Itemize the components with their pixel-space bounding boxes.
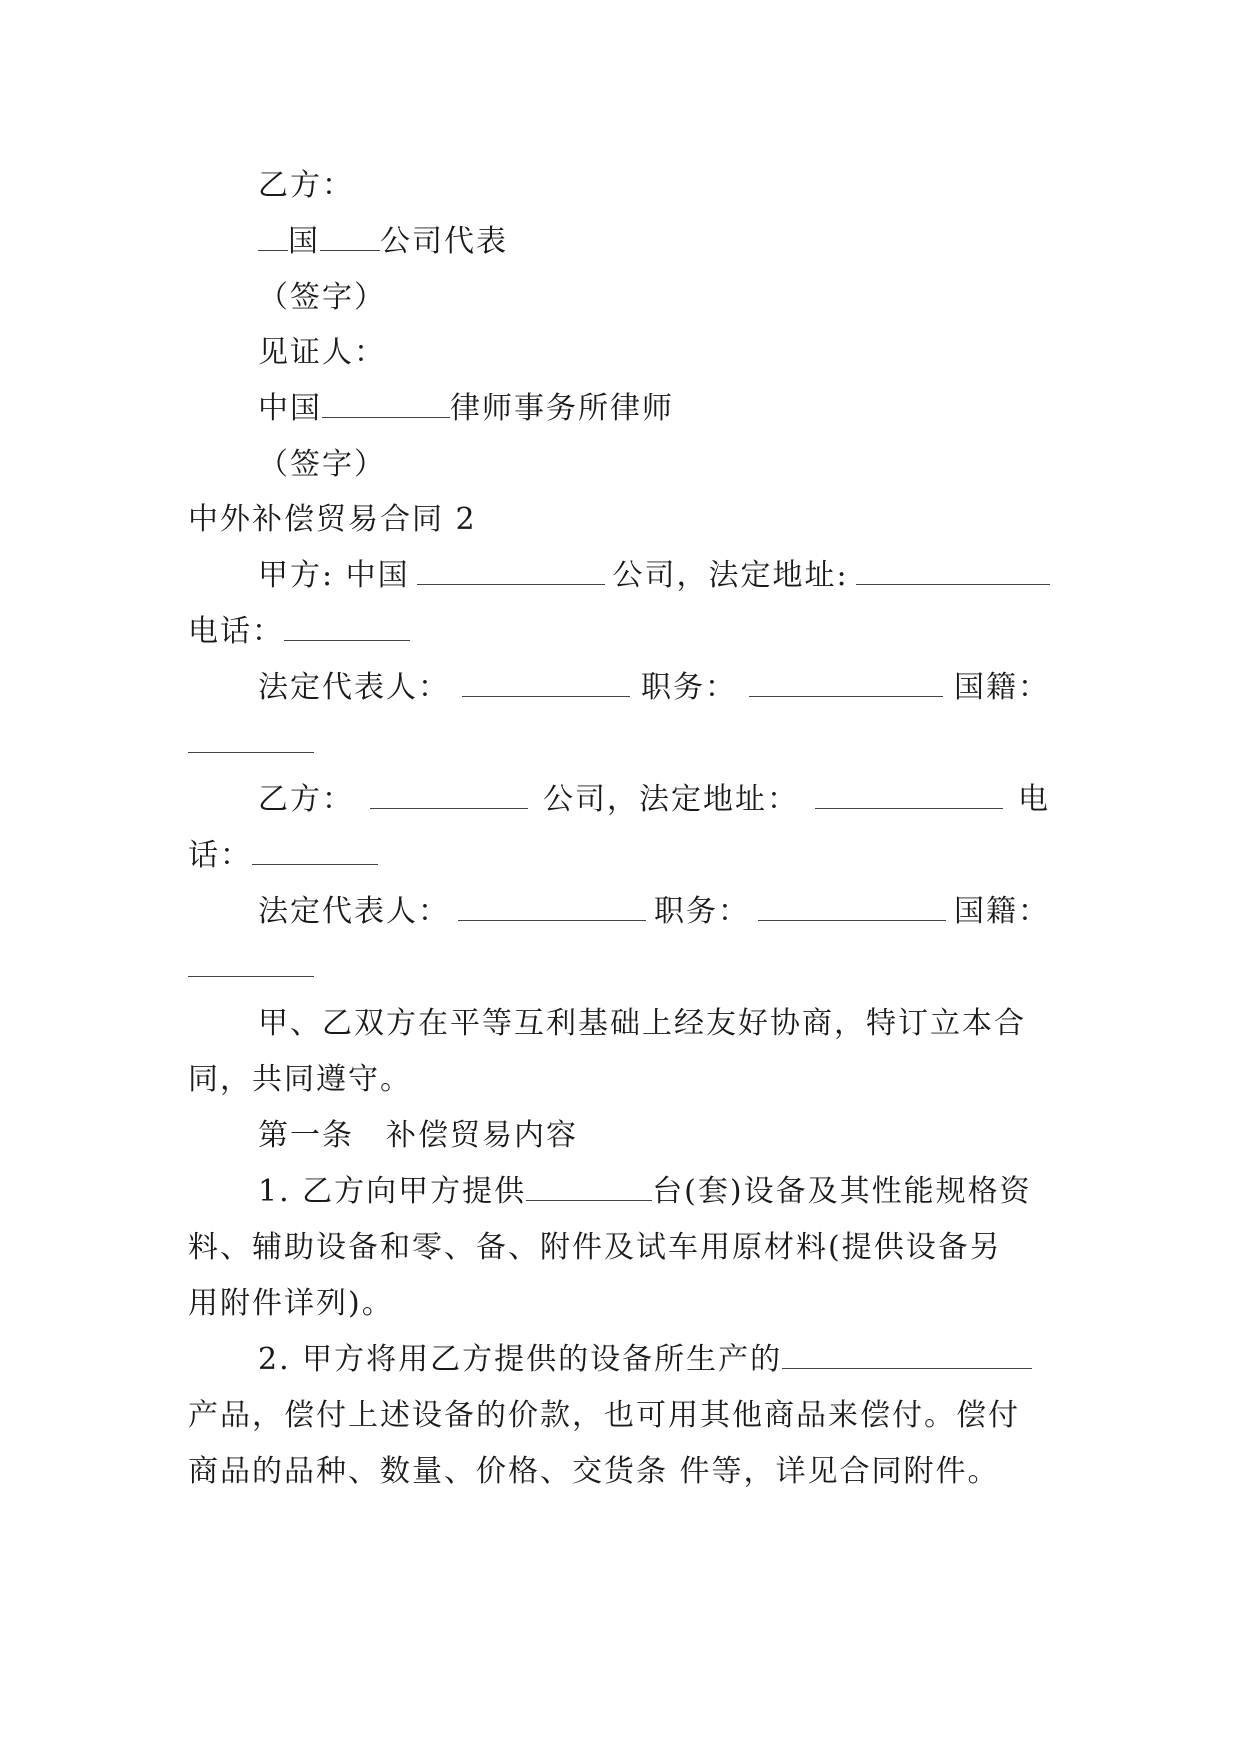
blank-field: [462, 668, 630, 697]
item-2-prefix: 2. 甲方将用乙方提供的设备所生产的: [258, 1342, 783, 1377]
phone-label: 电话：: [188, 614, 284, 649]
contract-title: 中外补偿贸易合同 2: [188, 502, 477, 537]
witness-suffix: 律师事务所律师: [450, 391, 674, 426]
party-b-mid: 公司，法定地址：: [543, 782, 799, 817]
blank-field: [815, 780, 1003, 809]
item-1-line: 料、辅助设备和零、备、附件及试车用原材料(提供设备另: [188, 1230, 1002, 1265]
blank-field: [370, 780, 528, 809]
party-b-end: 电: [1018, 782, 1050, 817]
article-title: 第一条 补偿贸易内容: [258, 1118, 578, 1153]
blank-field: [284, 612, 410, 641]
party-b-phone-line: [188, 836, 378, 876]
item-2-line: 商品的品种、数量、价格、交货条 件等，详见合同附件。: [188, 1454, 1000, 1489]
position-label: 职务：: [641, 670, 737, 705]
nationality-label: 国籍：: [954, 894, 1050, 929]
blank-field: [458, 892, 646, 921]
preamble-line: 甲、乙双方在平等互利基础上经友好协商，特订立本合: [258, 1006, 1026, 1041]
party-b-rep-line: [258, 892, 1050, 932]
blank-field: [258, 222, 288, 251]
rep-label: 法定代表人：: [258, 670, 450, 705]
party-b-nationality-blank: [188, 948, 314, 988]
item-1-suffix: 台(套)设备及其性能规格资: [652, 1174, 1032, 1209]
blank-field: [782, 1340, 1032, 1369]
witness-line: [258, 389, 674, 429]
blank-field: [320, 222, 380, 251]
item-1-line: [258, 1172, 1032, 1212]
party-a-mid: 公司，法定地址:: [612, 558, 849, 593]
witness-prefix: 中国: [258, 391, 322, 426]
rep-label: 法定代表人：: [258, 894, 450, 929]
party-a-line: [258, 556, 1050, 596]
blank-field: [417, 556, 605, 585]
party-b-line: [258, 780, 1050, 820]
party-a-prefix: 甲方: 中国: [258, 558, 410, 593]
item-2-line: [258, 1340, 1032, 1380]
item-1-prefix: 1. 乙方向甲方提供: [258, 1174, 527, 1209]
blank-field: [526, 1172, 652, 1201]
party-a-rep-line: [258, 668, 1050, 708]
blank-field: [758, 892, 946, 921]
blank-field: [322, 389, 450, 418]
nationality-label: 国籍：: [954, 670, 1050, 705]
position-label: 职务：: [654, 894, 750, 929]
preamble-line: 同，共同遵守。: [188, 1062, 412, 1097]
blank-field: [188, 948, 314, 977]
rep-text: 公司代表: [380, 224, 508, 259]
signature-note: （签字）: [258, 447, 386, 482]
party-b-prefix: 乙方：: [258, 782, 354, 817]
country-text: 国: [288, 224, 320, 259]
blank-field: [188, 724, 314, 753]
signature-note: （签字）: [258, 280, 386, 315]
item-1-line: 用附件详列)。: [188, 1286, 394, 1321]
party-a-phone-line: [188, 612, 410, 652]
blank-field: [856, 556, 1050, 585]
witness-label: 见证人：: [258, 335, 386, 370]
party-a-nationality-blank: [188, 724, 314, 764]
phone-label: 话：: [188, 838, 252, 873]
blank-field: [252, 836, 378, 865]
party-b-sign-label: 乙方：: [258, 168, 354, 203]
blank-field: [749, 668, 943, 697]
item-2-line: 产品，偿付上述设备的价款，也可用其他商品来偿付。偿付: [188, 1398, 1020, 1433]
party-b-rep-line: [258, 222, 508, 262]
